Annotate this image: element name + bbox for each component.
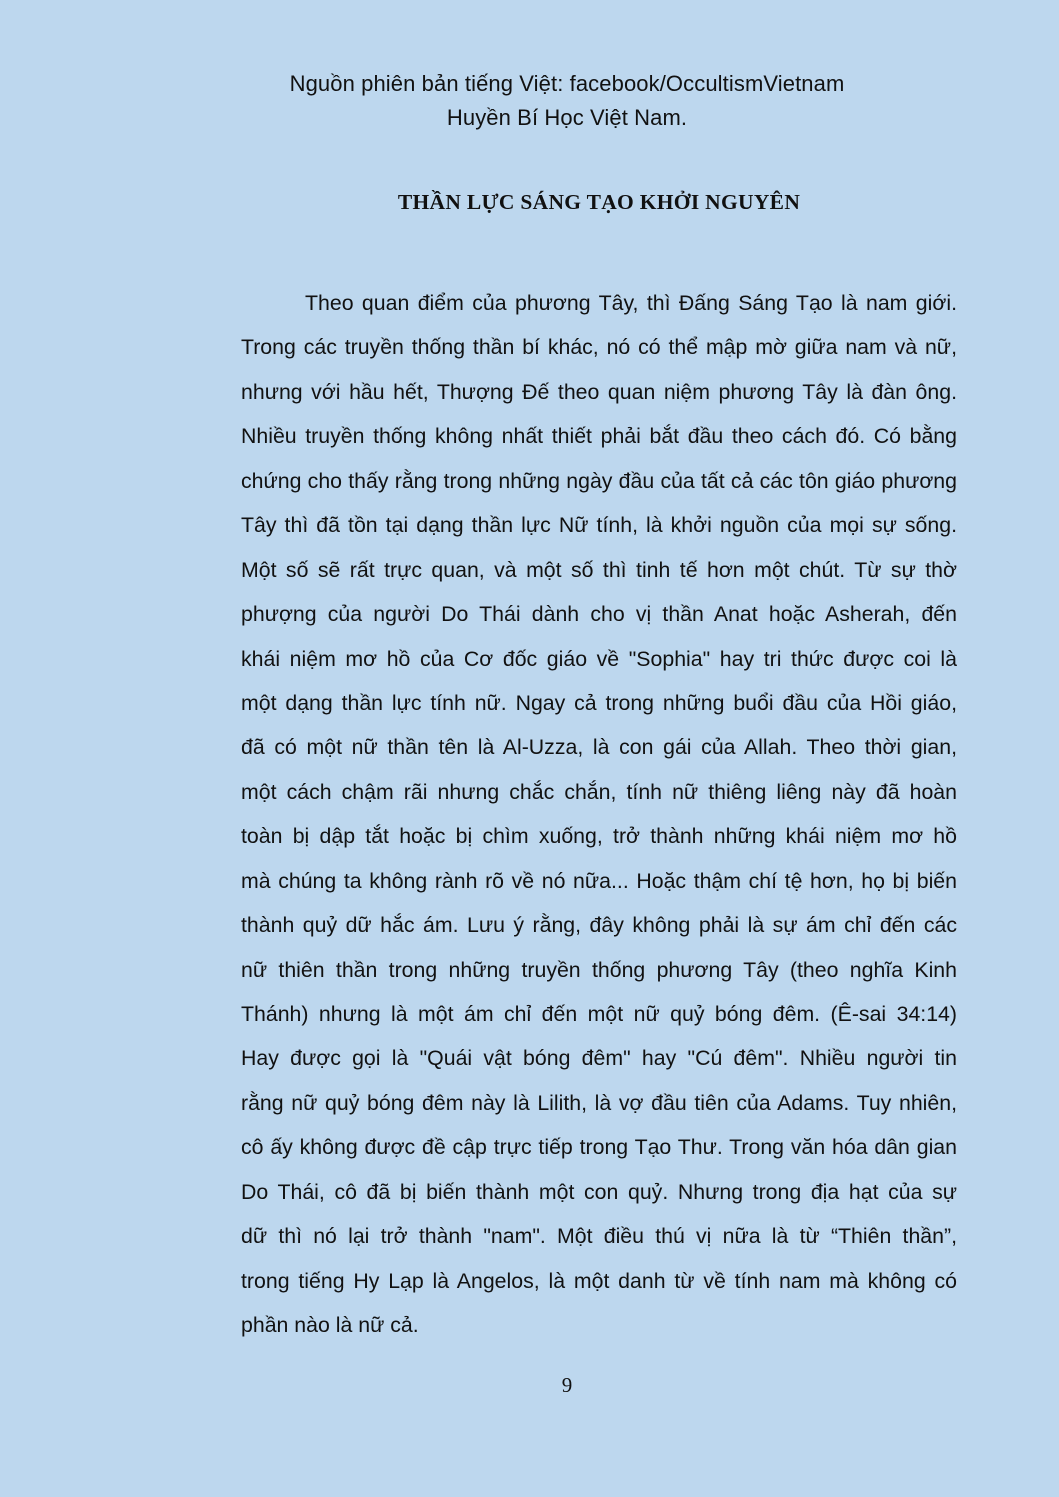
organization-line: Huyền Bí Học Việt Nam. bbox=[446, 105, 688, 130]
body-line: một cách chậm rãi nhưng chắc chắn, tính nữ thiêng liêng này đã hoàn bbox=[241, 779, 957, 804]
body-line: Một số sẽ rất trực quan, và một số thì tinh tế hơn một chút. Từ sự thờ bbox=[241, 557, 957, 582]
body-line: đã có một nữ thần tên là Al-Uzza, là con gái của Allah. Theo thời gian, bbox=[241, 735, 957, 760]
body-line: toàn bị dập tắt hoặc bị chìm xuống, trở thành những khái niệm mơ hồ bbox=[241, 824, 957, 849]
body-line: cô ấy không được đề cập trực tiếp trong Tạo Thư. Trong văn hóa dân gian bbox=[241, 1135, 957, 1160]
body-line: Thánh) nhưng là một ám chỉ đến một nữ quỷ bóng đêm. (Ê-sai 34:14) bbox=[241, 1002, 957, 1026]
body-line: trong tiếng Hy Lạp là Angelos, là một danh từ về tính nam mà không có bbox=[241, 1268, 957, 1293]
body-line: dữ thì nó lại trở thành "nam". Một điều thú vị nữa là từ “Thiên thần”, bbox=[241, 1224, 957, 1249]
chapter-title: THẦN LỰC SÁNG TẠO KHỞI NGUYÊN bbox=[397, 190, 801, 214]
body-line: Tây thì đã tồn tại dạng thần lực Nữ tính, là khởi nguồn của mọi sự sống. bbox=[241, 513, 957, 538]
source-credit-line: Nguồn phiên bản tiếng Việt: facebook/OccultismVietnam bbox=[289, 71, 845, 96]
body-line: Do Thái, cô đã bị biến thành một con quỷ. Nhưng trong địa hạt của sự bbox=[241, 1179, 957, 1204]
body-line: nhưng với hầu hết, Thượng Đế theo quan niệm phương Tây là đàn ông. bbox=[241, 379, 957, 404]
body-line: thành quỷ dữ hắc ám. Lưu ý rằng, đây không phải là sự ám chỉ đến các bbox=[241, 913, 957, 938]
body-line: khái niệm mơ hồ của Cơ đốc giáo về "Sophia" hay tri thức được coi là bbox=[241, 646, 957, 671]
body-line: Nhiều truyền thống không nhất thiết phải bắt đầu theo cách đó. Có bằng bbox=[241, 424, 957, 449]
page-number: 9 bbox=[561, 1373, 573, 1397]
body-line: một dạng thần lực tính nữ. Ngay cả trong những buổi đầu của Hồi giáo, bbox=[241, 690, 957, 715]
body-line: mà chúng ta không rành rõ về nó nữa... Hoặc thậm chí tệ hơn, họ bị biến bbox=[241, 868, 957, 893]
body-paragraph bbox=[241, 281, 957, 1348]
body-line: Trong các truyền thống thần bí khác, nó có thể mập mờ giữa nam và nữ, bbox=[241, 335, 957, 360]
body-line: nữ thiên thần trong những truyền thống phương Tây (theo nghĩa Kinh bbox=[241, 957, 957, 982]
body-line: rằng nữ quỷ bóng đêm này là Lilith, là vợ đầu tiên của Adams. Tuy nhiên, bbox=[241, 1090, 957, 1115]
body-line: Hay được gọi là "Quái vật bóng đêm" hay "Cú đêm". Nhiều người tin bbox=[241, 1046, 957, 1071]
body-line: chứng cho thấy rằng trong những ngày đầu của tất cả các tôn giáo phương bbox=[241, 468, 957, 493]
body-line: phượng của người Do Thái dành cho vị thần Anat hoặc Asherah, đến bbox=[241, 602, 957, 627]
body-line: phần nào là nữ cả. bbox=[241, 1313, 419, 1338]
body-line: Theo quan điểm của phương Tây, thì Đấng Sáng Tạo là nam giới. bbox=[305, 291, 957, 315]
